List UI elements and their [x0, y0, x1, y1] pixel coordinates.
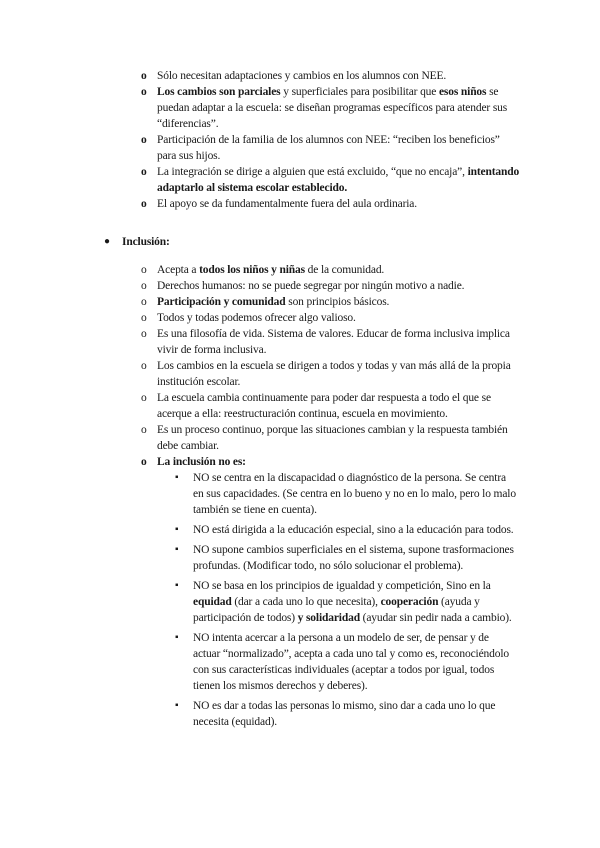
text-span: NO se basa en los principios de igualdad y competición, Sino en la: [193, 580, 491, 592]
bullet-marker: o: [141, 198, 147, 210]
square-bullet-marker: ▪: [175, 580, 179, 591]
text-span: (ayudar sin pedir nada a cambio).: [359, 612, 512, 624]
text-span: son principios básicos.: [285, 296, 390, 308]
sub-list-item: [0, 578, 518, 626]
item-text: [193, 544, 514, 572]
item-text: [193, 580, 512, 624]
item-text: [157, 264, 384, 276]
text-span: El apoyo se da fundamentalmente fuera del aula ordinaria.: [157, 198, 417, 210]
bullet-marker: o: [141, 166, 147, 178]
bullet-marker: o: [141, 70, 147, 82]
text-span: Derechos humanos: no se puede segregar por ningún motivo a nadie.: [157, 280, 465, 292]
item-text: [157, 280, 464, 292]
list-item: [0, 422, 600, 454]
section-bullet: ●: [104, 236, 110, 247]
text-span: Es un proceso continuo, porque las situaciones cambian y la respuesta también debe cambiar.: [157, 424, 508, 452]
list-item: [0, 454, 600, 730]
text-span: Los cambios en la escuela se dirigen a todos y todas y van más allá de la propia institución escolar.: [157, 360, 511, 388]
text-span: NO se centra en la discapacidad o diagnóstico de la persona. Se centra en sus capacidades. (Se centra en lo bueno y no en lo malo, pero lo malo también se tiene en cuenta).: [193, 472, 516, 516]
item-text: [193, 700, 495, 728]
item-text: [157, 456, 246, 468]
not-inclusion-list: [157, 470, 518, 730]
square-bullet-marker: ▪: [175, 700, 179, 711]
list-item: [0, 196, 600, 212]
text-span: La escuela cambia continuamente para poder dar respuesta a todo el que se acerque a ella: reestructuración continua, escuela en movimiento.: [157, 392, 491, 420]
item-text: [157, 360, 511, 388]
item-text: [157, 86, 507, 130]
bold-text: intentando adaptarlo al sistema escolar establecido.: [157, 166, 520, 194]
text-span: (ayuda y participación de todos): [193, 596, 480, 624]
section-title: Inclusión:: [122, 236, 170, 248]
bold-text: cooperación: [380, 596, 439, 608]
text-span: de la comunidad.: [304, 264, 385, 276]
bold-text: equidad: [193, 596, 232, 608]
bullet-marker: o: [141, 280, 147, 292]
list-item: [0, 326, 600, 358]
list-item: [0, 84, 600, 132]
square-bullet-marker: ▪: [175, 524, 179, 535]
text-span: se puedan adaptar a la escuela: se diseñan programas específicos para atender sus “diferencias”.: [157, 86, 508, 130]
item-text: [157, 166, 519, 194]
bullet-marker: o: [141, 312, 147, 324]
bullet-marker: o: [141, 392, 147, 404]
sub-list-item: [0, 630, 518, 694]
text-span: y superficiales para posibilitar que: [280, 86, 439, 98]
square-bullet-marker: ▪: [175, 472, 179, 483]
text-span: NO supone cambios superficiales en el sistema, supone trasformaciones profundas. (Modificar todo, no sólo solucionar el problema).: [193, 544, 514, 572]
bullet-marker: o: [141, 424, 147, 436]
list-item: [0, 262, 600, 278]
list-item: [0, 132, 600, 164]
bullet-marker: o: [141, 456, 147, 468]
item-text: [157, 424, 508, 452]
text-span: Acepta a: [157, 264, 200, 276]
bold-text: Los cambios son parciales: [157, 86, 281, 98]
square-bullet-marker: ▪: [175, 544, 179, 555]
item-text: [157, 312, 356, 324]
sub-list-item: [0, 542, 518, 574]
inclusion-list: [0, 262, 600, 734]
text-span: NO es dar a todas las personas lo mismo, sino dar a cada uno lo que necesita (equidad).: [193, 700, 496, 728]
bullet-marker: o: [141, 296, 147, 308]
text-span: NO está dirigida a la educación especial, sino a la educación para todos.: [193, 524, 514, 536]
bullet-marker: o: [141, 328, 147, 340]
integration-list: [0, 68, 600, 212]
bullet-marker: o: [141, 360, 147, 372]
item-text: [193, 472, 516, 516]
bold-text: todos los niños y niñas: [199, 264, 305, 276]
list-item: [0, 294, 600, 310]
list-item: [0, 278, 600, 294]
list-item: [0, 310, 600, 326]
text-span: NO intenta acercar a la persona a un modelo de ser, de pensar y de actuar “normalizado”, acepta a cada uno tal y como es, reconociéndolo con sus características individuales (aceptar a todos por igual, todos tienen los mismos derechos y deberes).: [193, 632, 509, 692]
bullet-marker: o: [141, 134, 147, 146]
text-span: Todos y todas podemos ofrecer algo valioso.: [157, 312, 356, 324]
item-text: [193, 524, 514, 536]
item-text: [157, 296, 389, 308]
item-text: [157, 70, 446, 82]
bold-text: y solidaridad: [297, 612, 360, 624]
item-text: [157, 134, 500, 162]
text-span: Es una filosofía de vida. Sistema de valores. Educar de forma inclusiva implica vivir de forma inclusiva.: [157, 328, 510, 356]
bold-text: esos niños: [438, 86, 487, 98]
bold-text: La inclusión no es:: [157, 456, 246, 468]
item-text: [193, 632, 509, 692]
list-item: [0, 164, 600, 196]
item-text: [157, 392, 491, 420]
text-span: Sólo necesitan adaptaciones y cambios en los alumnos con NEE.: [157, 70, 447, 82]
item-text: [157, 328, 510, 356]
bullet-marker: o: [141, 86, 147, 98]
bullet-marker: o: [141, 264, 147, 276]
bold-text: Participación y comunidad: [157, 296, 286, 308]
list-item: [0, 68, 600, 84]
list-item: [0, 390, 600, 422]
text-span: Participación de la familia de los alumnos con NEE: “reciben los beneficios” para sus hijos.: [157, 134, 500, 162]
list-item: [0, 358, 600, 390]
sub-list-item: [0, 470, 518, 518]
text-span: La integración se dirige a alguien que está excluido, “que no encaja”,: [157, 166, 468, 178]
sub-list-item: [0, 698, 518, 730]
sub-list-item: [0, 522, 518, 538]
item-text: [157, 198, 417, 210]
square-bullet-marker: ▪: [175, 632, 179, 643]
text-span: (dar a cada uno lo que necesita),: [231, 596, 381, 608]
